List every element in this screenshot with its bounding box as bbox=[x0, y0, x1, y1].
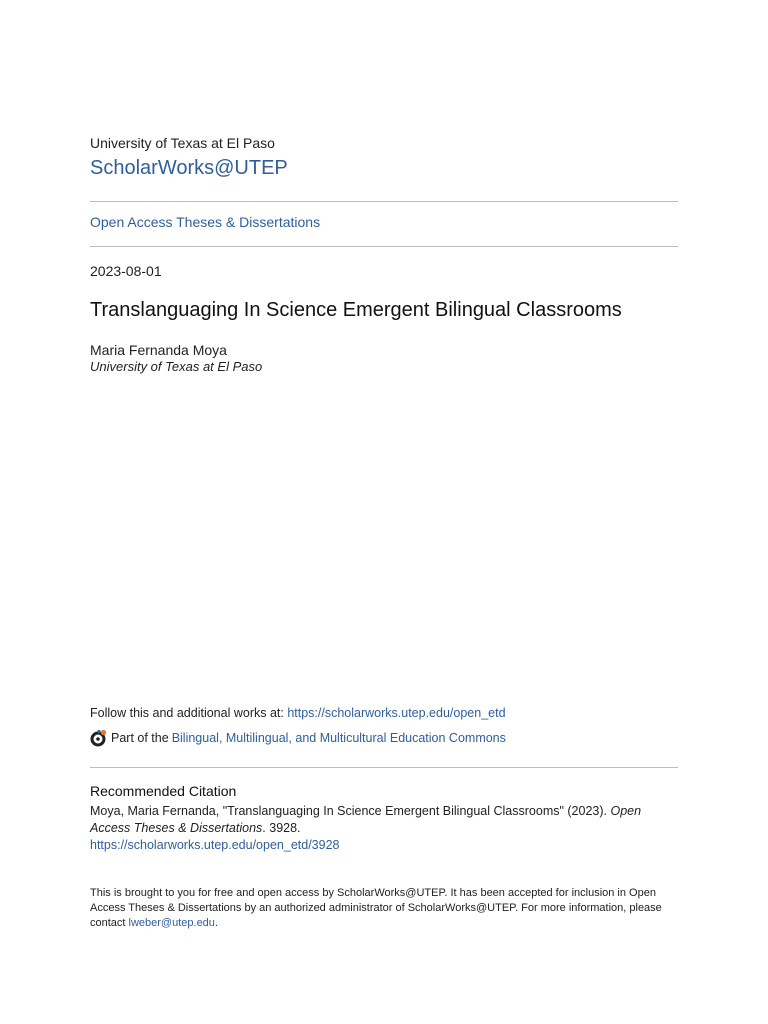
document-title: Translanguaging In Science Emergent Bilingual Classrooms bbox=[90, 299, 622, 321]
commons-link[interactable]: Bilingual, Multilingual, and Multicultural Education Commons bbox=[171, 731, 506, 745]
footer-end: . bbox=[214, 917, 218, 929]
collection-link[interactable]: Open Access Theses & Dissertations bbox=[90, 214, 321, 230]
citation-heading: Recommended Citation bbox=[90, 783, 237, 799]
follow-label: Follow this and additional works at: bbox=[90, 706, 288, 720]
divider-collection bbox=[90, 246, 678, 247]
footer-notice bbox=[90, 886, 678, 931]
follow-url-link[interactable]: https://scholarworks.utep.edu/open_etd bbox=[287, 706, 506, 720]
citation-series: Open Access Theses & Dissertations bbox=[90, 804, 642, 835]
author-affiliation: University of Texas at El Paso bbox=[90, 359, 263, 374]
citation-number: . 3928. bbox=[262, 821, 301, 835]
contact-email-link[interactable]: lweber@utep.edu bbox=[128, 917, 215, 929]
publication-date: 2023-08-01 bbox=[90, 263, 162, 279]
author-name: Maria Fernanda Moya bbox=[90, 342, 227, 358]
institution-name: University of Texas at El Paso bbox=[90, 135, 275, 151]
divider-top bbox=[90, 201, 678, 202]
cover-page bbox=[90, 0, 678, 1024]
network-commons-icon bbox=[90, 729, 108, 747]
follow-line bbox=[90, 706, 678, 720]
citation-text: Moya, Maria Fernanda, "Translanguaging In Science Emergent Bilingual Classrooms" (2023). bbox=[90, 804, 611, 818]
divider-citation bbox=[90, 767, 678, 768]
citation-url-link[interactable]: https://scholarworks.utep.edu/open_etd/3928 bbox=[90, 838, 340, 852]
citation-body bbox=[90, 803, 678, 854]
part-of-line bbox=[90, 729, 678, 747]
part-of-prefix: Part of the bbox=[111, 731, 169, 745]
repository-link[interactable]: ScholarWorks@UTEP bbox=[90, 157, 288, 179]
footer-text: This is brought to you for free and open access by ScholarWorks@UTEP. It has been accepted for inclusion in Open Access Theses & Dissertations by an authorized administrator of ScholarWorks@UTEP. For more information, please contact bbox=[90, 887, 662, 929]
